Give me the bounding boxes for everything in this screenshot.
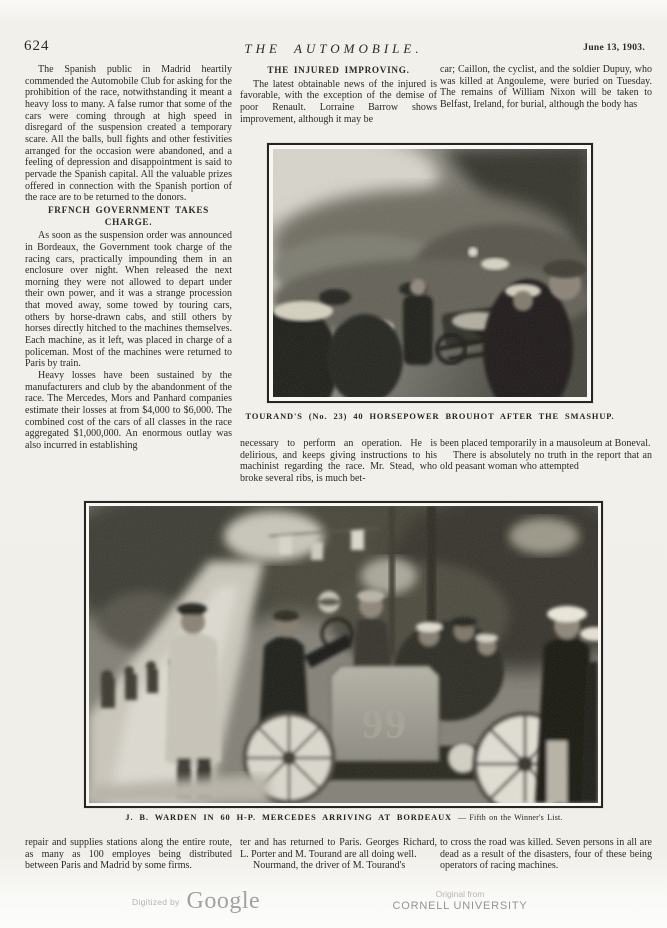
photo-smashup-illustration [273, 149, 587, 397]
right-column-continued [440, 438, 652, 473]
right-column-top [440, 64, 652, 111]
paragraph: The Spanish public in Madrid heartily commended the Automobile Club for asking for the prohibition of the race, notwithstanding it meant a heavy loss to many. A false rumor that some of the cars were coming through at high speed in disregard of the suspension created a temporary scare. All the balls, bull fights and other festivities arranged for the occasion were abandoned, and a feeling of depression and disappointment is said to pervade the Spanish capital. All the valuable prizes offered in connection with the Spanish portion of the race are to be returned to the donors. [25, 64, 232, 204]
photo-mercedes-caption [64, 813, 624, 822]
issue-date: June 13, 1903. [583, 43, 645, 53]
paragraph: repair and supplies stations along the entire route, as many as 100 employes being distributed between Paris and Madrid by some firms. [25, 837, 232, 872]
paragraph: Nourmand, the driver of M. Tourand's [253, 860, 406, 872]
section-heading-french-government: FRFNCH GOVERNMENT TAKES CHARGE. [48, 204, 209, 227]
middle-column-continued [240, 438, 437, 485]
paragraph: necessary to perform an operation. He is delirious, and keeps giving instructions to his machinist regarding the race. Mr. Stead, who broke several ribs, is much bet- [240, 438, 437, 484]
provenance-credit [370, 889, 550, 912]
paragraph: There is absolutely no truth in the report that an old peasant woman who attempted [440, 449, 652, 473]
institution-name: CORNELL UNIVERSITY [392, 900, 528, 912]
page-number: 624 [24, 38, 50, 54]
digitization-credit [132, 888, 260, 915]
left-column-bottom [25, 837, 232, 872]
car-number: 99 [362, 702, 408, 748]
photo-mercedes-caption-main: J. B. WARDEN IN 60 H-P. MERCEDES ARRIVING AT BORDEAUX [125, 813, 452, 822]
photo-mercedes-arrival [84, 501, 603, 808]
paragraph: car; Caillon, the cyclist, and the soldier Dupuy, who was killed at Angouleme, were buried on Tuesday. The remains of William Nixon will be taken to Belfast, Ireland, for burial, although the body has [440, 64, 652, 110]
middle-column-top [240, 64, 437, 125]
paragraph: The latest obtainable news of the injured is favorable, with the exception of the demise of poor Renault. Lorraine Barrow shows improvement, although it may be [240, 78, 437, 125]
journal-title: THE AUTOMOBILE. [244, 41, 423, 56]
section-heading-injured-improving: THE INJURED IMPROVING. [267, 65, 410, 75]
original-from-label: Original from [435, 889, 485, 899]
paragraph: ter and has returned to Paris. Georges Richard, L. Porter and M. Tourand are all doing well. [240, 837, 437, 860]
paragraph: As soon as the suspension order was announced in Bordeaux, the Government took charge of the racing cars, practically impounding them in an enclosure over night. When released the next morning they were not allowed to depart under their own power, and it was a strange procession that moved away, some towed by touring cars, others by horse-drawn cabs, and still others by horses directly hitched to the machines themselves. Each machine, as it left, was placed in charge of a policeman. Most of the machines were returned to Paris by train. [25, 230, 232, 370]
paragraph: been placed temporarily in a mausoleum at Boneval. [440, 438, 651, 449]
photo-smashup [267, 143, 593, 403]
paragraph: Heavy losses have been sustained by the manufacturers and club by the abandonment of the race. The Mercedes, Mors and Panhard companies estimate their losses at from $4,000 to $6,000. The combined cost of the cars of all classes in the race aggregated $1,000,000. An enormous outlay was also incurred in establishing [25, 370, 232, 451]
digitized-by-label: Digitized by [132, 896, 180, 907]
left-column [25, 64, 232, 452]
paragraph: to cross the road was killed. Seven persons in all are dead as a result of the disasters, four of these being operators of racing machines. [440, 837, 652, 872]
photo-mercedes-illustration [89, 506, 598, 803]
photo-mercedes-caption-suffix: — Fifth on the Winner's List. [457, 813, 563, 822]
photo-smashup-caption: TOURAND'S (No. 23) 40 HORSEPOWER BROUHOT AFTER THE SMASHUP. [245, 412, 615, 421]
middle-column-bottom [240, 837, 437, 872]
right-column-bottom [440, 837, 652, 872]
google-logo: Google [186, 888, 261, 914]
